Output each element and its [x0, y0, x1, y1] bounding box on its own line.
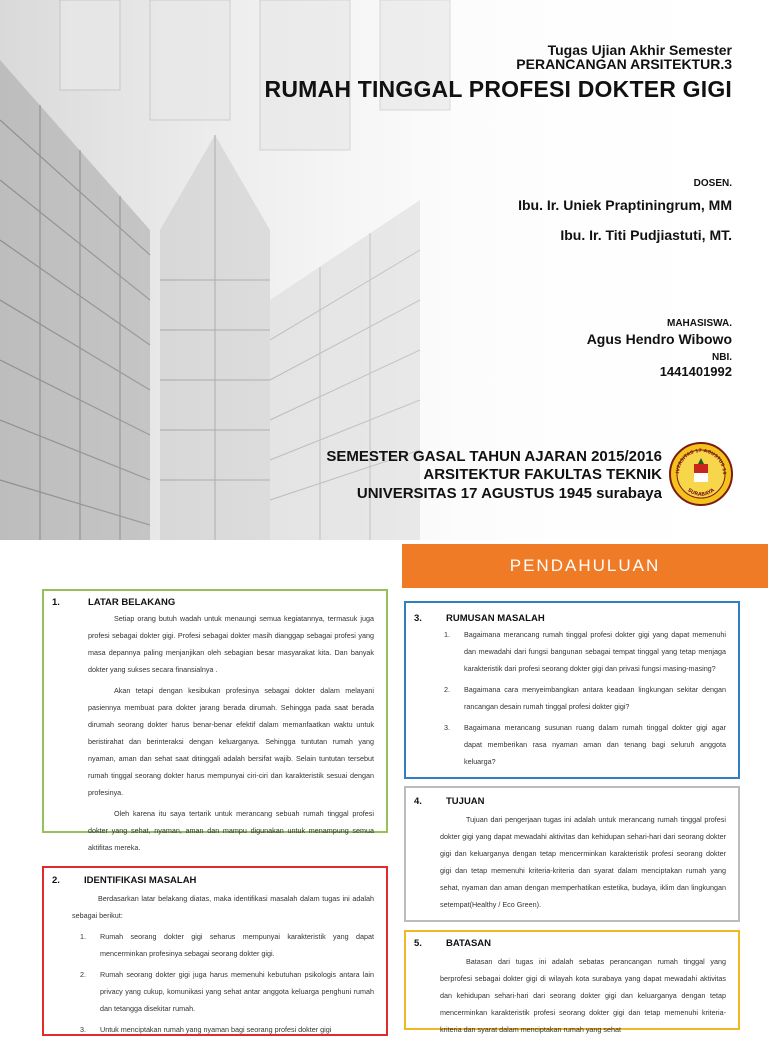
course-name: PERANCANGAN ARSITEKTUR.3 — [516, 56, 732, 72]
box-title: RUMUSAN MASALAH — [446, 613, 545, 624]
student-label: MAHASISWA. — [667, 318, 732, 329]
problem-list — [72, 928, 374, 1038]
box-heading — [414, 613, 730, 624]
box-body — [52, 886, 378, 1038]
seal-text-bottom: SURABAYA — [686, 487, 716, 498]
objective-box — [404, 786, 740, 922]
box-heading — [52, 875, 378, 886]
box-heading — [52, 597, 378, 608]
background-box — [42, 589, 388, 852]
box-body — [414, 807, 730, 913]
list-item: 3. Bagaimana merancang susunan ruang dalam rumah tinggal dokter gigi agar dapat memberikan rasa nyaman aman dan tenang bagi seluruh anggota keluarga? — [444, 723, 726, 766]
lecturer-name: Ibu. Ir. Titi Pudjiastuti, MT. — [560, 227, 732, 243]
scope-box — [404, 930, 740, 1034]
box-number: 1. — [52, 597, 60, 608]
problem-identification-box — [42, 866, 388, 1036]
box-title: TUJUAN — [446, 796, 485, 807]
paragraph: Batasan dari tugas ini adalah sebatas perancangan rumah tinggal yang berprofesi sebagai dokter gigi di wilayah kota surabaya yang dapat mewadahi aktivitas dan kehidupan sehari-hari dari seorang dokter gigi dan keluarganya dengan tetap mencerminkan karakteristik profesi seorang dokter gigi dan tetap memenuhi kriteria-kriteria dan syarat dalam menciptakan rumah yang sehat — [440, 957, 726, 1034]
faculty-line: ARSITEKTUR FAKULTAS TEKNIK — [423, 466, 662, 483]
box-number: 4. — [414, 796, 422, 807]
box-body — [52, 608, 378, 856]
box-number: 3. — [414, 613, 422, 624]
box-title: LATAR BELAKANG — [88, 597, 176, 608]
nbi-number: 1441401992 — [659, 364, 732, 379]
paragraph: Berdasarkan latar belakang diatas, maka identifikasi masalah dalam tugas ini adalah sebagai berikut: — [72, 894, 374, 920]
lecturer-name: Ibu. Ir. Uniek Praptiningrum, MM — [518, 197, 732, 213]
list-item: 1. Rumah seorang dokter gigi seharus mempunyai karakteristik yang dapat mencerminkan profesinya sebagai seorang dokter gigi. — [80, 932, 374, 958]
page-title: RUMAH TINGGAL PROFESI DOKTER GIGI — [264, 76, 732, 102]
box-heading — [414, 796, 730, 807]
list-item: 3. Untuk menciptakan rumah yang nyaman bagi seorang profesi dokter gigi — [80, 1025, 332, 1034]
university-line: UNIVERSITAS 17 AGUSTUS 1945 surabaya — [356, 485, 662, 502]
box-number: 5. — [414, 938, 422, 949]
box-body — [414, 949, 730, 1038]
paragraph: Oleh karena itu saya tertarik untuk merancang sebuah rumah tinggal profesi dokter yang sehat, nyaman, aman dan mampu digunakan untuk menampung semua aktifitas mereka. — [88, 809, 374, 852]
box-number: 2. — [52, 875, 60, 886]
university-seal-icon — [668, 438, 734, 510]
paragraph: Tujuan dari pengerjaan tugas ini adalah untuk merancang rumah tinggal profesi dokter gigi yang dapat mewadahi aktivitas dan kehidupan sehari-hari dari seorang dokter gigi dan keluarganya dengan tetap mencerminkan karakteristik profesi seorang dokter gigi dan tetap memenuhi kriteria-kriteria dan syarat dalam menciptakan rumah yang sehat, nyaman dan aman dengan memperhatikan estetika, budaya, iklim dan lingkungan setempat(Healthy / Eco Green). — [440, 815, 726, 909]
semester-line: SEMESTER GASAL TAHUN AJARAN 2015/2016 — [326, 448, 662, 465]
lecturer-label: DOSEN. — [693, 178, 732, 189]
box-heading — [414, 938, 730, 949]
question-list — [444, 626, 726, 770]
list-item: 2. Bagaimana cara menyeimbangkan antara keadaan lingkungan sekitar dengan rancangan desain rumah tinggal profesi dokter gigi? — [444, 685, 726, 711]
list-item: 1. Bagaimana merancang rumah tinggal profesi dokter gigi yang dapat memenuhi dan mewadahi dari fungsi bangunan sebagai tempat tinggal yang tetap menjaga karakteristik dari profesi seorang dokter gigi dan privasi fungsi masing-masing? — [444, 630, 726, 673]
course-type: Tugas Ujian Akhir Semester — [547, 42, 732, 58]
list-item: 2. Rumah seorang dokter gigi juga harus memenuhi kebutuhan psikologis antara lain privacy yang cukup, komunikasi yang sehat antar anggota keluarga penghuni rumah dan tetangga disekitar rumah. — [80, 970, 374, 1013]
problem-formulation-box — [404, 601, 740, 779]
student-name: Agus Hendro Wibowo — [586, 331, 732, 347]
paragraph: Akan tetapi dengan kesibukan profesinya sebagai dokter dalam melayani pasiennya membuat para dokter jarang berada dirumah. Sehingga pada saat berada dirumah seorang dokter harus benar-benar efektif dalam memanfaatkan waktu untuk beristirahat dan berinteraksi dengan keluarganya. Sehingga tuntutan rumah yang nyaman, aman dan sehat saat ditinggali adalah bersifat wajib. Selain tuntutan tersebut rumah tinggal seorang dokter harus mempunyai ciri-ciri dan karakteristik sesuai dengan profesinya. — [88, 686, 374, 797]
section-banner: PENDAHULUAN — [402, 544, 768, 588]
nbi-label: NBI. — [712, 352, 732, 363]
paragraph: Setiap orang butuh wadah untuk menaungi semua kegiatannya, termasuk juga profesi sebagai dokter gigi. Profesi sebagai dokter masih dianggap sebagai profesi yang masa depannya paling menjanjikan oleh sebagian besar masyarakat kita. Dan banyak dokter yang sukses secara finansialnya . — [88, 614, 374, 674]
box-title: BATASAN — [446, 938, 492, 949]
box-title: IDENTIFIKASI MASALAH — [84, 875, 197, 886]
seal-text-top: IVERSITAS 17 AGUSTUS 19 — [675, 448, 727, 475]
box-body — [414, 624, 730, 770]
